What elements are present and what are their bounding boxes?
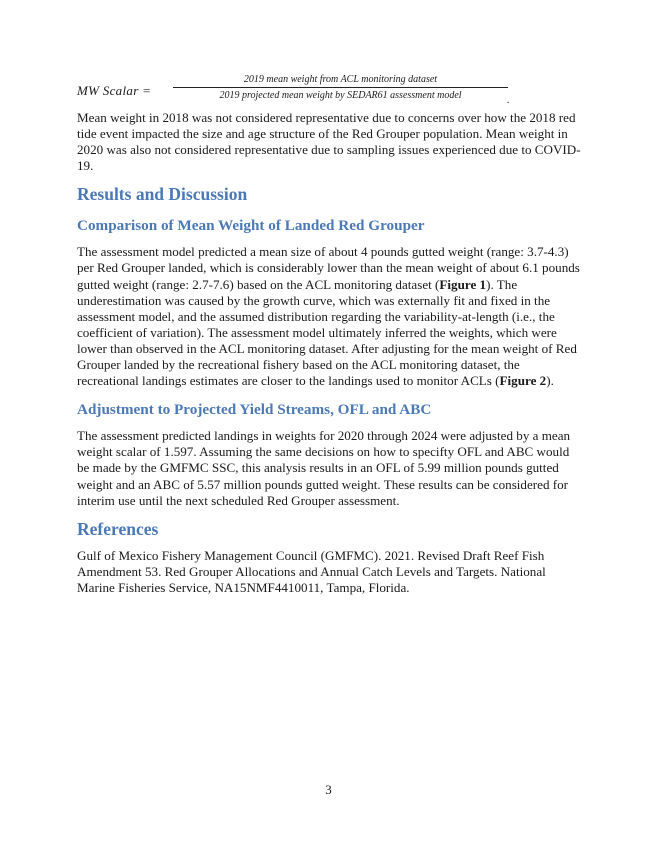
adjustment-paragraph: The assessment predicted landings in weights for 2020 through 2024 were adjusted by a mean weight scalar of 1.597. Assuming the same decisions on how to specifty OFL and ABC would be made by the GMFMC SSC, this analysis results in an OFL of 5.99 million pounds gutted weight and an ABC of 5.57 million pounds gutted weight. These results can be considered for interim use until the next scheduled Red Grouper assessment. <box>77 428 571 508</box>
comparison-text-a: The assessment model predicted a mean size of about 4 pounds gutted weight (range: 3.7-4.3) per Red Grouper landed, which is considerably lower than the mean weight of about 6.1 pounds gutted weight (range: 2.7-7.6) based on the ACL monitoring dataset ( <box>77 244 580 292</box>
comparison-text-b: ). The underestimation was caused by the growth curve, which was externally fit and fixed in the assessment model, and the assumed distribution regarding the variability-at-length (i.e., the coefficient of variation). The assessment model ultimately inferred the weights, which were lower than observed in the ACL monitoring dataset. After adjusting for the mean weight of Red Grouper landed by the recreational fishery based on the ACL monitoring dataset, the recreational landings estimates are closer to the landings used to monitor ACLs ( <box>77 276 577 389</box>
comparison-paragraph <box>77 244 582 389</box>
intro-paragraph: Mean weight in 2018 was not considered representative due to concerns over how the 2018 red tide event impacted the size and age structure of the Red Grouper population. Mean weight in 2020 was also not considered representative due to sampling issues experienced due to COVID-19. <box>77 110 581 174</box>
comparison-text-c: ). <box>546 373 554 389</box>
formula-period: . <box>507 94 510 106</box>
formula-denominator: 2019 projected mean weight by SEDAR61 assessment model <box>219 90 462 101</box>
formula-numerator: 2019 mean weight from ACL monitoring dataset <box>173 74 508 88</box>
adjustment-heading: Adjustment to Projected Yield Streams, OFL and ABC <box>77 401 432 419</box>
figure-2-reference: Figure 2 <box>499 373 547 389</box>
results-heading: Results and Discussion <box>77 184 248 205</box>
figure-1-reference: Figure 1 <box>439 276 487 292</box>
document-page <box>77 70 582 606</box>
references-heading: References <box>77 518 159 539</box>
comparison-heading: Comparison of Mean Weight of Landed Red Grouper <box>77 217 425 235</box>
formula-fraction <box>173 74 508 101</box>
formula-lhs: MW Scalar = <box>77 83 152 98</box>
mw-scalar-formula <box>77 70 582 110</box>
page-number: 3 <box>325 782 332 797</box>
reference-entry: Gulf of Mexico Fishery Management Council (GMFMC). 2021. Revised Draft Reef Fish Amendment 53. Red Grouper Allocations and Annual Catch Levels and Targets. National Marine Fisheries Service, NA15NMF4410011, Tampa, Florida. <box>77 547 546 595</box>
